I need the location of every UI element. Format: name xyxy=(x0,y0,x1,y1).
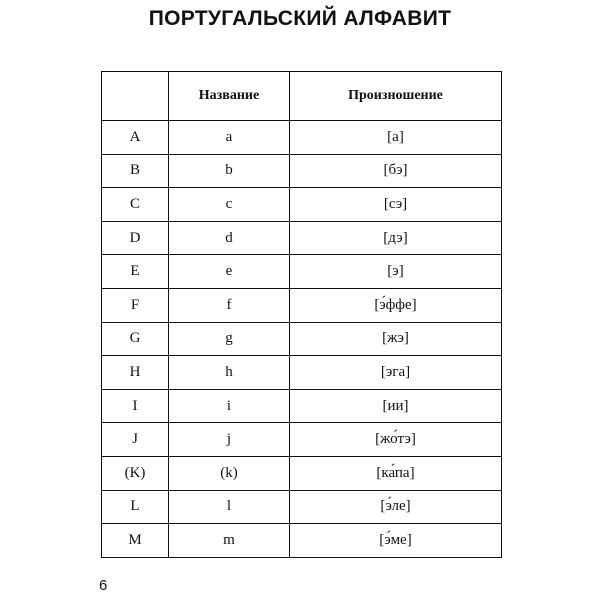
name-cell: (k) xyxy=(169,456,290,490)
table-header-row xyxy=(102,72,502,121)
pronunciation-cell: [ка́па] xyxy=(290,456,502,490)
page-number: 6 xyxy=(99,577,108,594)
letter-cell: B xyxy=(102,154,169,188)
letter-cell: L xyxy=(102,490,169,524)
table-row xyxy=(102,288,502,322)
table-row xyxy=(102,456,502,490)
letter-cell: G xyxy=(102,322,169,356)
table-row xyxy=(102,524,502,558)
table-body xyxy=(102,121,502,558)
letter-cell: H xyxy=(102,356,169,390)
letter-cell: F xyxy=(102,288,169,322)
header-pronunciation: Произношение xyxy=(290,72,502,121)
name-cell: f xyxy=(169,288,290,322)
name-cell: i xyxy=(169,389,290,423)
table-row xyxy=(102,154,502,188)
alphabet-table xyxy=(101,71,502,558)
letter-cell: M xyxy=(102,524,169,558)
name-cell: b xyxy=(169,154,290,188)
table-row xyxy=(102,389,502,423)
table-row xyxy=(102,490,502,524)
name-cell: e xyxy=(169,255,290,289)
table-row xyxy=(102,423,502,457)
header-letter xyxy=(102,72,169,121)
pronunciation-cell: [ии] xyxy=(290,389,502,423)
pronunciation-cell: [бэ] xyxy=(290,154,502,188)
header-name: Название xyxy=(169,72,290,121)
pronunciation-cell: [э́ффе] xyxy=(290,288,502,322)
pronunciation-cell: [дэ] xyxy=(290,221,502,255)
letter-cell: C xyxy=(102,188,169,222)
name-cell: j xyxy=(169,423,290,457)
table-row xyxy=(102,121,502,155)
name-cell: l xyxy=(169,490,290,524)
name-cell: c xyxy=(169,188,290,222)
pronunciation-cell: [сэ] xyxy=(290,188,502,222)
table-row xyxy=(102,356,502,390)
letter-cell: J xyxy=(102,423,169,457)
pronunciation-cell: [э́ме] xyxy=(290,524,502,558)
name-cell: m xyxy=(169,524,290,558)
name-cell: a xyxy=(169,121,290,155)
table-row xyxy=(102,188,502,222)
letter-cell: (K) xyxy=(102,456,169,490)
table-row xyxy=(102,322,502,356)
letter-cell: D xyxy=(102,221,169,255)
pronunciation-cell: [жо́тэ] xyxy=(290,423,502,457)
table-row xyxy=(102,255,502,289)
letter-cell: E xyxy=(102,255,169,289)
page-title: ПОРТУГАЛЬСКИЙ АЛФАВИТ xyxy=(148,7,452,30)
table-row xyxy=(102,221,502,255)
pronunciation-cell: [эга] xyxy=(290,356,502,390)
pronunciation-cell: [э́ле] xyxy=(290,490,502,524)
letter-cell: A xyxy=(102,121,169,155)
letter-cell: I xyxy=(102,389,169,423)
name-cell: h xyxy=(169,356,290,390)
pronunciation-cell: [а] xyxy=(290,121,502,155)
pronunciation-cell: [жэ] xyxy=(290,322,502,356)
name-cell: g xyxy=(169,322,290,356)
pronunciation-cell: [э] xyxy=(290,255,502,289)
name-cell: d xyxy=(169,221,290,255)
